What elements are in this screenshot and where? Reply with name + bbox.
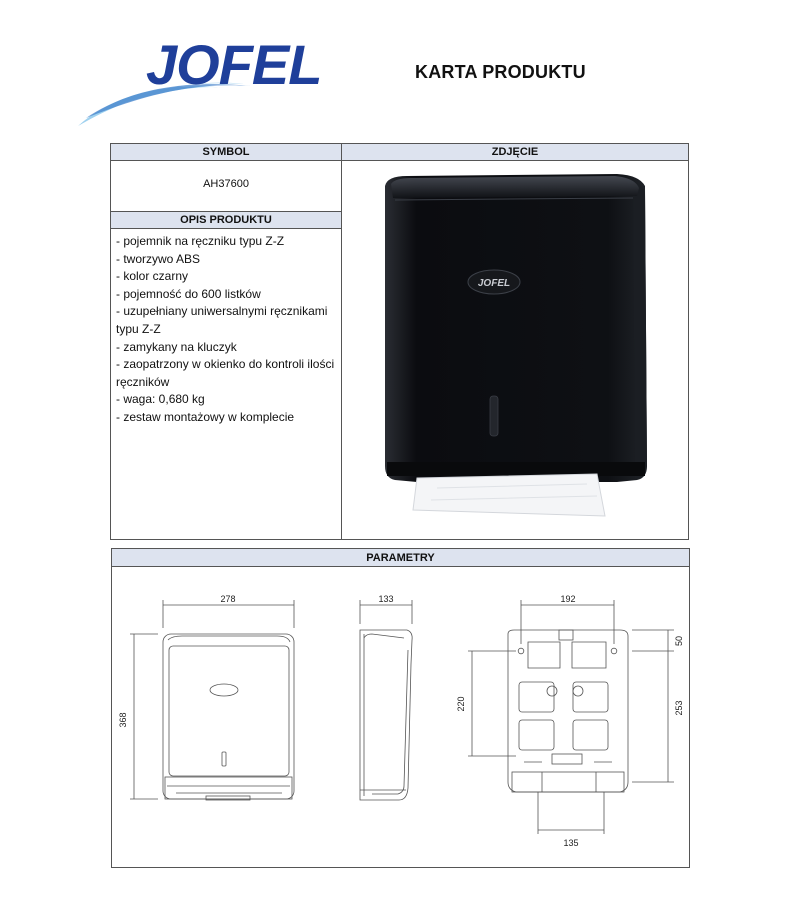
dim-front-height: 368 [118,712,128,728]
description-header: OPIS PRODUKTU [111,211,341,229]
column-divider [341,144,342,539]
page-title: KARTA PRODUKTU [415,62,586,82]
dim-hole-spacing: 192 [560,594,576,604]
feature-item: - zaopatrzony w okienko do kontroli ilości ręczników [116,357,335,389]
photo-logo: JOFEL [477,278,511,289]
dim-top-offset: 50 [674,635,684,647]
dim-outer-height: 253 [674,700,684,716]
feature-list [116,233,338,427]
jofel-logo [76,22,326,132]
feature-item: - uzupełniany uniwersalnymi ręcznikami typu Z-Z [116,304,328,336]
symbol-header: SYMBOL [111,144,341,161]
product-table [110,143,689,540]
feature-item: - waga: 0,680 kg [116,392,205,407]
feature-item: - pojemnik na ręczniku typu Z-Z [116,234,285,248]
feature-item: - tworzywo ABS [116,251,201,266]
feature-item: - zamykany na kluczyk [116,339,237,354]
feature-item: - kolor czarny [116,269,189,284]
technical-drawing [112,568,689,867]
dim-front-width: 278 [220,594,236,604]
feature-item: - zestaw montażowy w komplecie [116,409,295,424]
feature-item: - pojemność do 600 listków [116,286,261,301]
parameters-header: PARAMETRY [112,549,689,567]
photo-header: ZDJĘCIE [342,144,688,161]
dim-side-depth: 133 [378,594,394,604]
dim-inner-height: 220 [456,696,466,712]
product-symbol: AH37600 [203,178,249,190]
logo-wordmark: JOFEL [146,33,322,96]
dim-bottom-width: 135 [563,838,579,848]
product-photo [347,166,687,536]
parameters-table [111,548,690,868]
